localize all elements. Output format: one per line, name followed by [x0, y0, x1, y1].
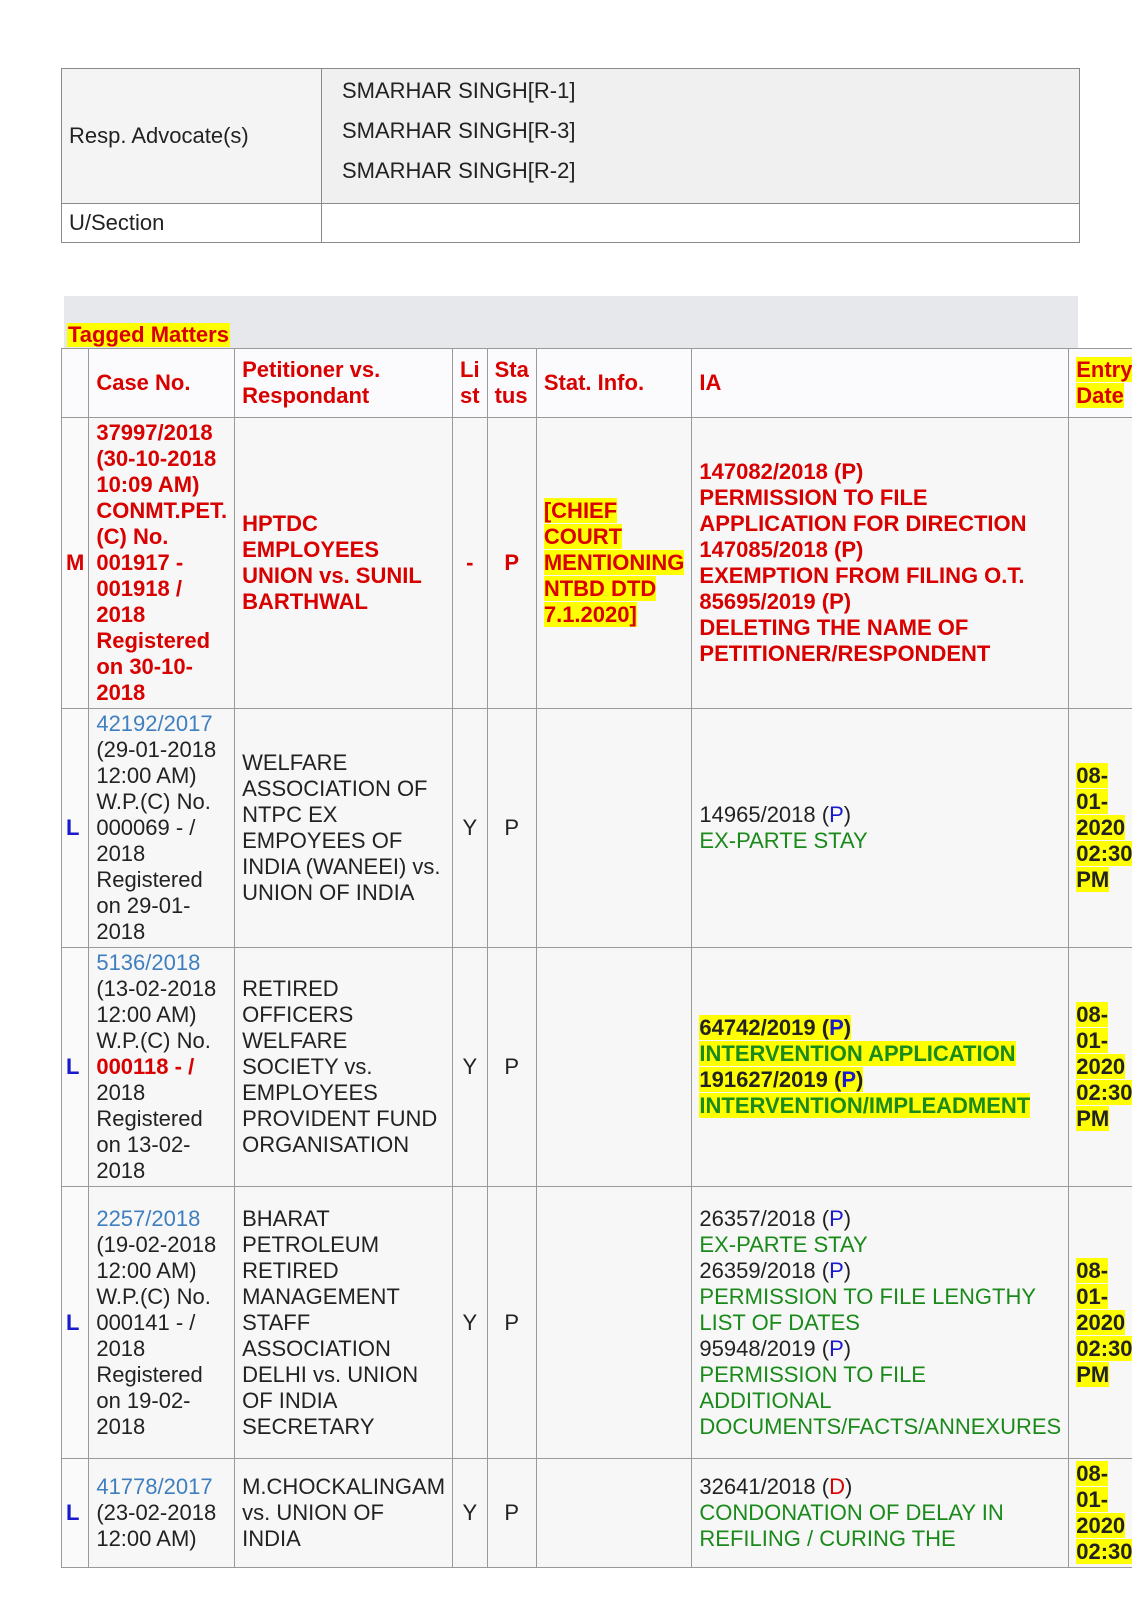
case-detail-suffix: 2018 Registered on 13-02-2018 [96, 1080, 203, 1183]
ia-flag: P [841, 459, 857, 484]
marker-header [62, 349, 89, 418]
case-no-header: Case No. [89, 349, 235, 418]
advocate-name: SMARHAR SINGH[R-3] [342, 118, 576, 143]
case-detail-highlight: 000118 - / [96, 1054, 195, 1079]
ia-description-wrap [699, 1093, 1061, 1119]
list-header: Li st [453, 349, 488, 418]
ia-flag: P [841, 537, 857, 562]
case-cell [89, 418, 235, 709]
case-number-link[interactable]: 41778/2017 [96, 1474, 213, 1499]
list-cell: - [453, 418, 488, 709]
parties-cell: BHARAT PETROLEUM RETIRED MANAGEMENT STAFF ASSOCIATION DELHI vs. UNION OF INDIA SECRETARY [235, 1187, 453, 1459]
case-detail: (29-01-2018 12:00 AM) W.P.(C) No. 000069 - / 2018 Registered on 29-01-2018 [96, 737, 217, 944]
ia-description: PERMISSION TO FILE APPLICATION FOR DIRECTION [699, 485, 1027, 536]
parties-cell: HPTDC EMPLOYEES UNION vs. SUNIL BARTHWAL [235, 418, 453, 709]
case-detail: (23-02-2018 12:00 AM) [96, 1500, 217, 1551]
entry-date-cell [1069, 1459, 1132, 1568]
table-row [62, 418, 1132, 709]
ia-entry: 147085/2018 (P) [699, 537, 864, 562]
ia-number[interactable]: 26357/2018 [699, 1205, 816, 1231]
ia-cell [692, 948, 1069, 1187]
entry-date-header [1069, 349, 1132, 418]
ia-flag: P [829, 1015, 844, 1040]
case-cell [89, 1187, 235, 1459]
ia-number[interactable]: 147082/2018 [699, 459, 828, 484]
ia-description: EX-PARTE STAY [699, 1231, 868, 1257]
ia-description: PERMISSION TO FILE LENGTHY LIST OF DATES [699, 1283, 1036, 1335]
parties-cell: WELFARE ASSOCIATION OF NTPC EX EMPOYEES OF INDIA (WANEEI) vs. UNION OF INDIA [235, 709, 453, 948]
advocate-table [61, 68, 1080, 243]
parties-cell: RETIRED OFFICERS WELFARE SOCIETY vs. EMPLOYEES PROVIDENT FUND ORGANISATION [235, 948, 453, 1187]
ia-number[interactable]: 14965/2018 [699, 802, 816, 827]
ia-description: CONDONATION OF DELAY IN REFILING / CURING THE [699, 1500, 1004, 1551]
resp-advocate-label: Resp. Advocate(s) [62, 69, 322, 204]
status-cell: P [487, 418, 536, 709]
entry-date-header-text: Entry Date [1076, 357, 1132, 408]
ia-number[interactable]: 26359/2018 [699, 1257, 816, 1283]
table-row [62, 948, 1132, 1187]
ia-cell [692, 1459, 1069, 1568]
ia-number[interactable]: 85695/2019 [699, 589, 816, 614]
ia-flag: P [829, 1257, 844, 1283]
list-cell: Y [453, 709, 488, 948]
entry-date-text: 08-01-2020 02:30 PM [1076, 1002, 1132, 1131]
entry-date-text: 08-01-2020 02:30 [1076, 1461, 1132, 1564]
stat-info-cell [536, 1459, 692, 1568]
status-cell: P [487, 1459, 536, 1568]
status-cell: P [487, 709, 536, 948]
advocate-name: SMARHAR SINGH[R-2] [342, 158, 576, 183]
ia-flag: D [829, 1474, 845, 1499]
ia-entry: 64742/2019 (P) [699, 1015, 852, 1040]
status-cell: P [487, 1187, 536, 1459]
row-marker: L [62, 1187, 89, 1459]
entry-date-text: 08-01-2020 02:30 PM [1076, 1257, 1132, 1387]
ia-number[interactable]: 147085/2018 [699, 537, 828, 562]
stat-info-cell [536, 948, 692, 1187]
ia-description: INTERVENTION APPLICATION [699, 1041, 1016, 1066]
ia-entry: 85695/2019 (P) [699, 589, 852, 614]
ia-number[interactable]: 191627/2019 [699, 1067, 828, 1092]
ia-description: PERMISSION TO FILE ADDITIONAL DOCUMENTS/FACTS/ANNEXURES [699, 1361, 1062, 1439]
section-value [322, 204, 1080, 243]
advocate-name: SMARHAR SINGH[R-1] [342, 78, 576, 103]
ia-cell [692, 1187, 1069, 1459]
ia-entry: 26357/2018 (P) [699, 1205, 852, 1231]
entry-date-cell [1069, 418, 1132, 709]
list-cell: Y [453, 1187, 488, 1459]
stat-info-cell [536, 418, 692, 709]
case-number-link[interactable]: 2257/2018 [96, 1205, 201, 1231]
tagged-matters-band [64, 296, 1078, 348]
entry-date-text: 08-01-2020 02:30 PM [1076, 763, 1132, 892]
stat-info-cell [536, 1187, 692, 1459]
row-marker: M [62, 418, 89, 709]
list-cell: Y [453, 1459, 488, 1568]
row-marker: L [62, 1459, 89, 1568]
ia-header: IA [692, 349, 1069, 418]
ia-entry: 26359/2018 (P) [699, 1257, 852, 1283]
stat-info-header: Stat. Info. [536, 349, 692, 418]
resp-advocate-list [322, 69, 1080, 204]
case-cell [89, 1459, 235, 1568]
ia-flag: P [841, 1067, 857, 1092]
table-row [62, 1187, 1132, 1459]
status-header: Sta tus [487, 349, 536, 418]
ia-description: DELETING THE NAME OF PETITIONER/RESPONDENT [699, 615, 991, 666]
case-number-link[interactable]: 5136/2018 [96, 950, 201, 975]
ia-cell [692, 418, 1069, 709]
entry-date-cell [1069, 948, 1132, 1187]
case-number-link[interactable]: 37997/2018 [96, 420, 213, 445]
case-detail: (19-02-2018 12:00 AM) W.P.(C) No. 000141 - / 2018 Registered on 19-02-2018 [96, 1231, 217, 1439]
row-marker: L [62, 948, 89, 1187]
ia-description-wrap [699, 1041, 1061, 1067]
ia-entry: 147082/2018 (P) [699, 459, 864, 484]
ia-number[interactable]: 64742/2019 [699, 1015, 816, 1040]
ia-description: EX-PARTE STAY [699, 828, 868, 853]
ia-flag: P [829, 1205, 844, 1231]
resp-advocate-row [62, 69, 1080, 204]
case-number-link[interactable]: 42192/2017 [96, 711, 213, 736]
case-detail: (30-10-2018 10:09 AM) CONMT.PET.(C) No. 001917 - 001918 / 2018 Registered on 30-10-2018 [96, 446, 228, 705]
ia-description: INTERVENTION/IMPLEADMENT [699, 1093, 1031, 1118]
ia-cell [692, 709, 1069, 948]
ia-number[interactable]: 32641/2018 [699, 1474, 816, 1499]
row-marker: L [62, 709, 89, 948]
table-header-row [62, 349, 1132, 418]
ia-flag: P [829, 1335, 844, 1361]
ia-flag: P [829, 589, 844, 614]
tagged-matters-title: Tagged Matters [68, 322, 229, 347]
list-cell: Y [453, 948, 488, 1187]
status-cell: P [487, 948, 536, 1187]
parties-cell: M.CHOCKALINGAM vs. UNION OF INDIA [235, 1459, 453, 1568]
ia-number[interactable]: 95948/2019 [699, 1335, 816, 1361]
case-cell [89, 948, 235, 1187]
section-label: U/Section [62, 204, 322, 243]
section-row [62, 204, 1080, 243]
stat-info-text: [CHIEF COURT MENTIONING NTBD DTD 7.1.2020] [543, 498, 685, 627]
case-cell [89, 709, 235, 948]
ia-entry: 95948/2019 (P) [699, 1335, 852, 1361]
ia-flag: P [829, 802, 844, 827]
entry-date-cell [1069, 709, 1132, 948]
table-row [62, 1459, 1132, 1568]
ia-entry: 191627/2019 (P) [699, 1067, 864, 1092]
case-detail-prefix: (13-02-2018 12:00 AM) W.P.(C) No. [96, 976, 217, 1053]
stat-info-cell [536, 709, 692, 948]
entry-date-cell [1069, 1187, 1132, 1459]
ia-description: EXEMPTION FROM FILING O.T. [699, 563, 1025, 588]
ia-entry: 14965/2018 (P) [699, 802, 852, 827]
table-row [62, 709, 1132, 948]
parties-header: Petitioner vs. Respondant [235, 349, 453, 418]
ia-entry: 32641/2018 (D) [699, 1474, 853, 1499]
tagged-matters-table [61, 348, 1132, 1568]
